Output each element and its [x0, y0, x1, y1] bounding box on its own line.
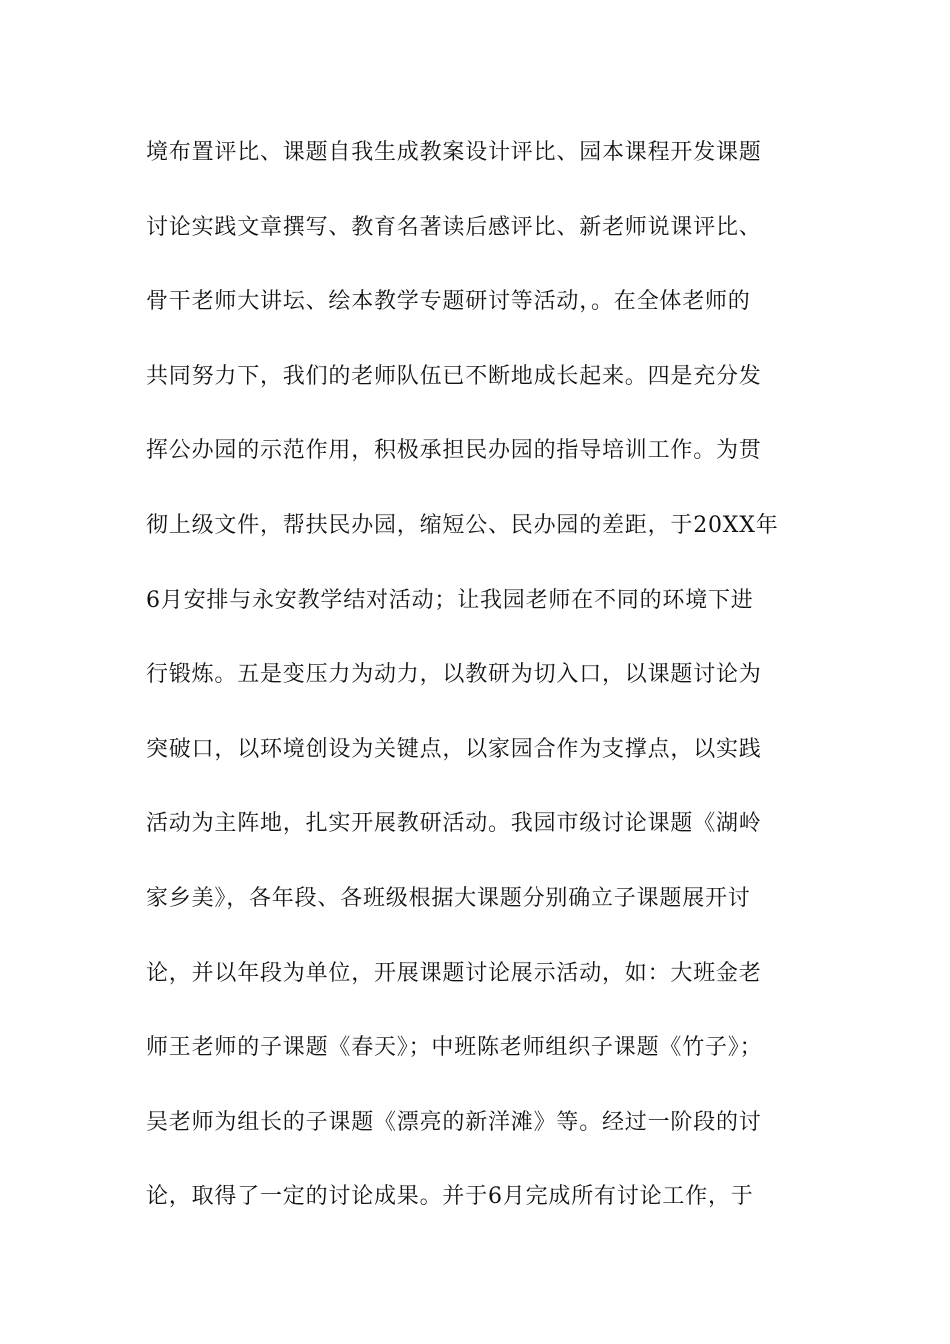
text-line: 活动为主阵地，扎实开展教研活动。我园市级讨论课题《湖岭: [146, 811, 762, 837]
text-line: 家乡美》，各年段、各班级根据大课题分别确立子课题展开讨: [146, 885, 751, 911]
text-line: 吴老师为组长的子课题《漂亮的新洋滩》等。经过一阶段的讨: [146, 1109, 762, 1135]
body-text: [146, 128, 816, 1247]
text-line: 论，并以年段为单位，开展课题讨论展示活动，如：大班金老: [146, 960, 762, 986]
text-line: 共同努力下，我们的老师队伍已不断地成长起来。四是充分发: [146, 363, 762, 389]
text-line: 行锻炼。五是变压力为动力，以教研为切入口，以课题讨论为: [146, 662, 762, 688]
text-line: 骨干老师大讲坛、绘本教学专题研讨等活动，。在全体老师的: [146, 289, 751, 315]
text-line: 6月安排与永安教学结对活动；让我园老师在不同的环境下进: [146, 587, 754, 613]
text-line: 境布置评比、课题自我生成教案设计评比、园本课程开发课题: [146, 140, 762, 165]
text-line: 彻上级文件，帮扶民办园，缩短公、民办园的差距，于20XX年: [146, 512, 779, 538]
text-line: 突破口，以环境创设为关键点，以家园合作为支撑点，以实践: [146, 736, 762, 762]
text-line: 挥公办园的示范作用，积极承担民办园的指导培训工作。为贯: [146, 438, 762, 464]
text-line: 师王老师的子课题《春天》；中班陈老师组织子课题《竹子》；: [146, 1035, 763, 1061]
text-line: 讨论实践文章撰写、教育名著读后感评比、新老师说课评比、: [146, 214, 762, 240]
text-line: 论，取得了一定的讨论成果。并于6月完成所有讨论工作，于: [146, 1184, 754, 1210]
